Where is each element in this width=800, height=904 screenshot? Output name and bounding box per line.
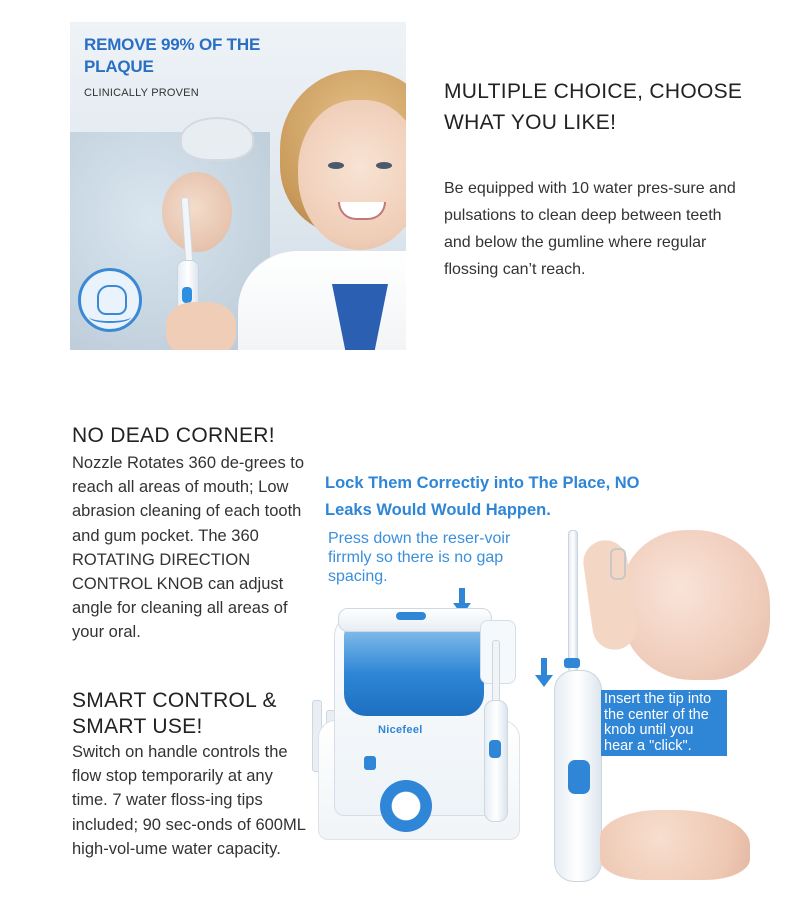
hand bbox=[620, 530, 770, 680]
arrow-down-icon bbox=[535, 675, 553, 687]
hand bbox=[600, 810, 750, 880]
arrow-down-icon bbox=[541, 658, 547, 676]
hand bbox=[166, 302, 236, 350]
dentist-face bbox=[298, 100, 406, 250]
tip-collar bbox=[564, 658, 580, 668]
ring bbox=[610, 548, 626, 580]
press-reservoir-note: Press down the reser-voir firrmly so there is no gap spacing. bbox=[328, 530, 511, 585]
eye bbox=[328, 162, 344, 169]
handle-button bbox=[489, 740, 501, 758]
eye bbox=[376, 162, 392, 169]
water-reservoir bbox=[344, 622, 484, 716]
lid-tab bbox=[396, 612, 426, 620]
multiple-choice-heading: MULTIPLE CHOICE, CHOOSE WHAT YOU LIKE! bbox=[444, 80, 743, 134]
multiple-choice-body: Be equipped with 10 water pres-sure and pulsations to clean deep between teeth and below the gumline where regular flossing can’t reach. bbox=[444, 180, 736, 278]
flosser-button bbox=[182, 287, 192, 303]
brand-label: Nicefeel bbox=[378, 724, 423, 736]
insert-tip-note: Insert the tip into the center of the knob until you hear a "click". bbox=[601, 690, 727, 756]
no-dead-corner-body: Nozzle Rotates 360 de-grees to reach all areas of mouth; Low abrasion cleaning of each tooth and gum pocket. The 360 ROTATING DIRECTION CONTROL KNOB can adjust angle for cleaning all areas of your oral. bbox=[72, 454, 305, 642]
clinically-proven-label: CLINICALLY PROVEN bbox=[84, 87, 199, 99]
pressure-knob bbox=[380, 780, 432, 832]
smart-control-heading: SMART CONTROL & SMART USE! bbox=[72, 689, 277, 738]
dental-lamp bbox=[180, 117, 254, 161]
lock-title: Lock Them Correctiy into The Place, NO Leaks Would Would Happen. bbox=[325, 474, 640, 519]
plaque-claim-title: REMOVE 99% OF THE PLAQUE bbox=[84, 35, 261, 76]
wave-icon bbox=[89, 311, 131, 323]
flosser-tip bbox=[568, 530, 578, 672]
no-dead-corner-heading: NO DEAD CORNER! bbox=[72, 424, 275, 447]
handle-tip bbox=[492, 640, 500, 704]
child-patient bbox=[162, 172, 232, 252]
handle-button bbox=[568, 760, 590, 794]
tooth-shield-icon bbox=[78, 268, 142, 332]
power-switch bbox=[364, 756, 376, 770]
water-flosser-unit bbox=[312, 600, 524, 838]
flosser-handle bbox=[484, 700, 508, 822]
smart-control-body: Switch on handle controls the flow stop temporarily at any time. 7 water floss-ing tips included; 90 sec-onds of 600ML high-vol-ume water capacity. bbox=[72, 743, 306, 858]
